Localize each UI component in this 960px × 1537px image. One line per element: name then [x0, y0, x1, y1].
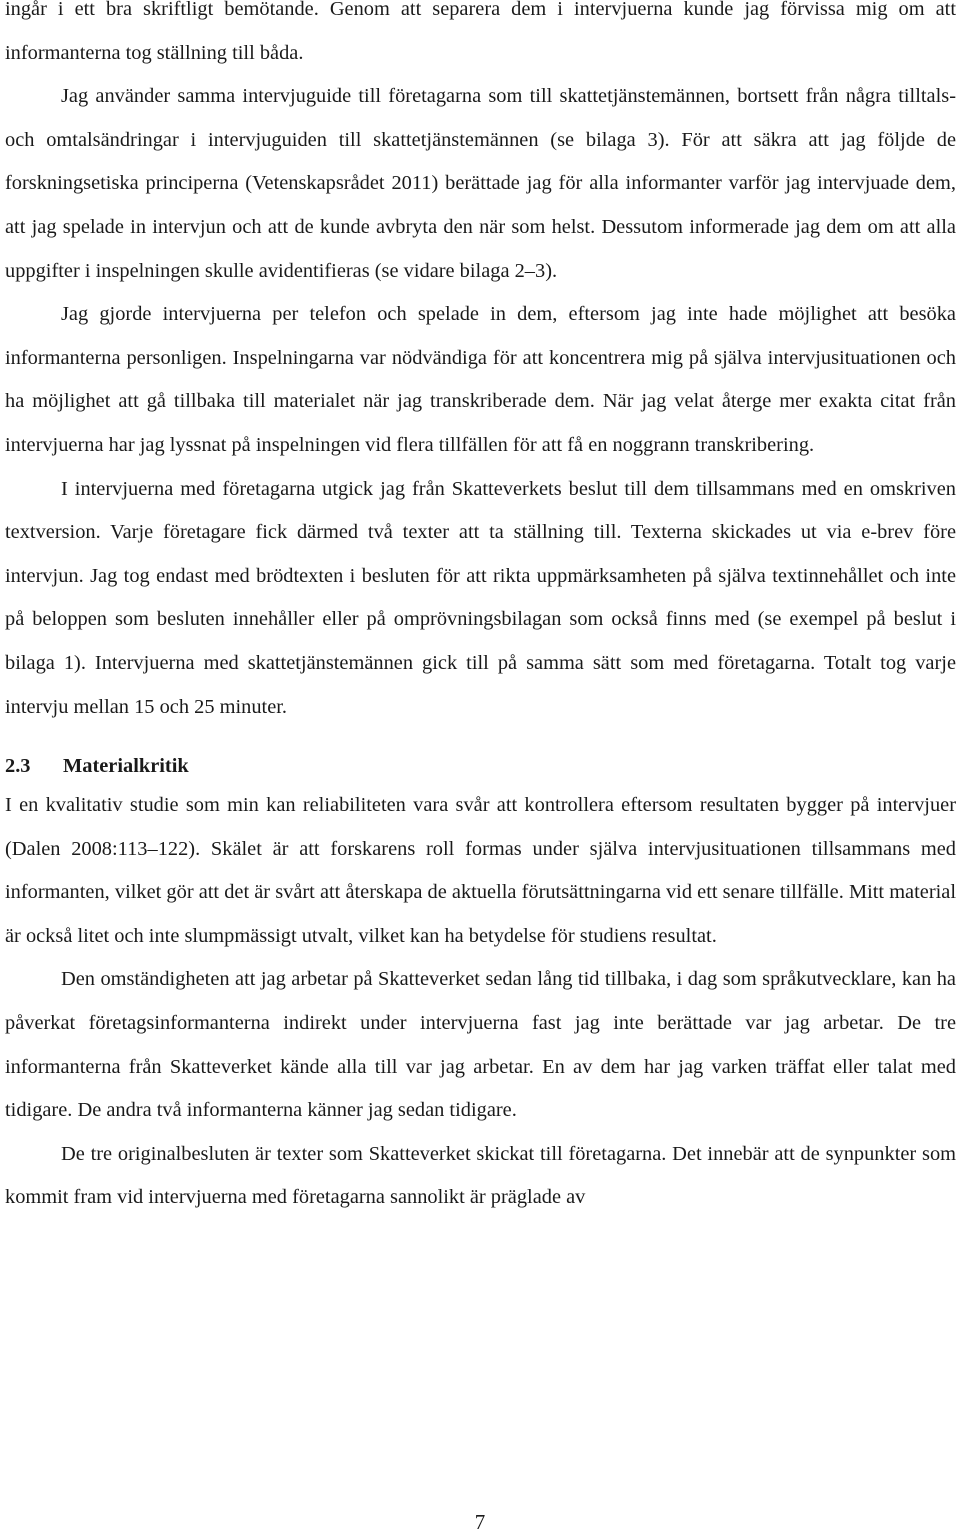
paragraph-1: ingår i ett bra skriftligt bemötande. Genom att separera dem i intervjuerna kunde jag förvissa mig om att informanterna tog ställning till båda.: [5, 0, 956, 64]
section-heading: [5, 729, 956, 784]
page-number: 7: [474, 1510, 486, 1534]
paragraph-3: Jag gjorde intervjuerna per telefon och spelade in dem, eftersom jag inte hade möjlighet att besöka informanterna personligen. Inspelningarna var nödvändiga för att koncentrera mig på själva intervjusituationen och ha möjlighet att gå tillbaka till materialet när jag transkriberade dem. När jag velat återge mer exakta citat från intervjuerna har jag lyssnat på inspelningen vid flera tillfällen för att få en noggrann transkribering.: [5, 303, 956, 456]
paragraph-6: Den omständigheten att jag arbetar på Skatteverket sedan lång tid tillbaka, i dag som språkutvecklare, kan ha påverkat företagsinformanterna indirekt under intervjuerna fast jag inte berättade var jag arbetar. De tre informanterna från Skatteverket kände alla till var jag arbetar. En av dem har jag varken träffat eller talat med tidigare. De andra två informanterna känner jag sedan tidigare.: [5, 968, 956, 1122]
paragraph-4: I intervjuerna med företagarna utgick jag från Skatteverkets beslut till dem tillsammans med en omskriven textversion. Varje företagare fick därmed två texter att ta ställning till. Texterna skickades ut via e-brev före intervjun. Jag tog endast med brödtexten i besluten för att rikta uppmärksamheten på själva textinnehållet och inte på beloppen som besluten innehåller eller på omprövningsbilagan som också finns med (se exempel på beslut i bilaga 1). Intervjuerna med skattetjänstemännen gick till på samma sätt som med företagarna. Totalt tog varje intervju mellan 15 och 25 minuter.: [5, 477, 956, 718]
paragraph-7: De tre originalbesluten är texter som Skatteverket skickat till företagarna. Det innebär att de synpunkter som kommit fram vid intervjuerna med företagarna sannolikt är präglade av: [5, 1142, 956, 1209]
section-title: Materialkritik: [63, 755, 189, 778]
paragraph-5: I en kvalitativ studie som min kan reliabiliteten vara svår att kontrollera eftersom resultaten bygger på intervjuer (Dalen 2008:113‒122). Skälet är att forskarens roll formas under själva intervjusituationen tillsammans med informanten, vilket gör att det är svårt att återskapa de aktuella förutsättningarna vid ett senare tillfälle. Mitt material är också litet och inte slumpmässigt utvalt, vilket kan ha betydelse för studiens resultat.: [5, 794, 956, 947]
section-number: 2.3: [5, 755, 31, 778]
paragraph-2: Jag använder samma intervjuguide till företagarna som till skattetjänstemännen, bortsett från några tilltals- och omtalsändringar i intervjuguiden till skattetjänstemännen (se bilaga 3). För att säkra att jag följde de forskningsetiska principerna (Vetenskapsrådet 2011) berättade jag för alla informanter varför jag intervjuade dem, att jag spelade in intervjun och att de kunde avbryta den när som helst. Dessutom informerade jag dem om att alla uppgifter i inspelningen skulle avidentifieras (se vidare bilaga 2‒3).: [5, 85, 956, 282]
document-page: [5, 0, 956, 1220]
